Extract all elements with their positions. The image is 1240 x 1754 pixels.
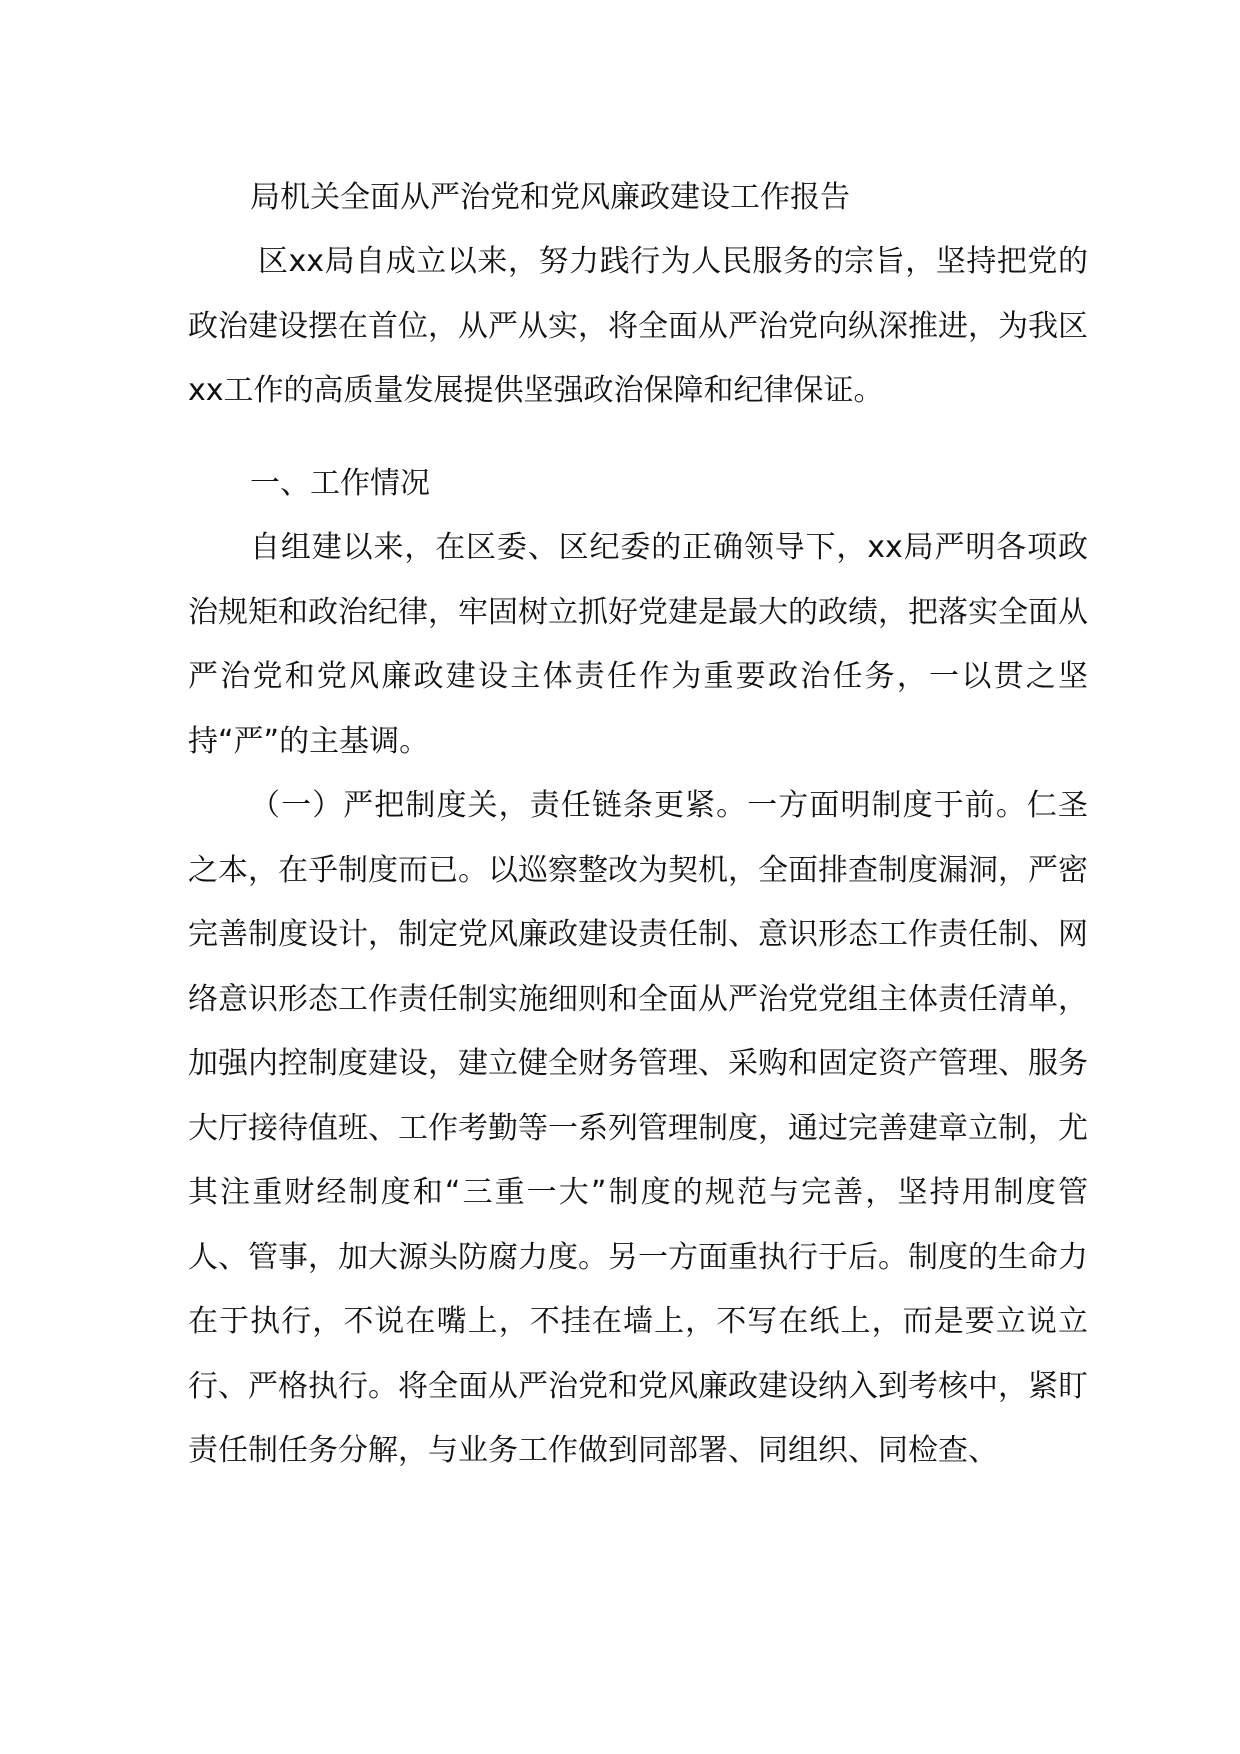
section-paragraph: （一）严把制度关，责任链条更紧。一方面明制度于前。仁圣之本，在乎制度而已。以巡察整改为契机，全面排查制度漏洞，严密完善制度设计，制定党风廉政建设责任制、意识形态工作责任制、网络意识形态工作责任制实施细则和全面从严治党党组主体责任清单，加强内控制度建设，建立健全财务管理、采购和固定资产管理、服务大厅接待值班、工作考勤等一系列管理制度，通过完善建章立制，尤其注重财经制度和“三重一大”制度的规范与完善，坚持用制度管人、管事，加大源头防腐力度。另一方面重执行于后。制度的生命力在于执行，不说在嘴上，不挂在墙上，不写在纸上，而是要立说立行、严格执行。将全面从严治党和党风廉政建设纳入到考核中，紧盯责任制任务分解，与业务工作做到同部署、同组织、同检查、	[188, 788, 1088, 1468]
section-paragraph: 自组建以来，在区委、区纪委的正确领导下，xx局严明各项政治规矩和政治纪律，牢固树立抓好党建是最大的政绩，把落实全面从严治党和党风廉政建设主体责任作为重要政治任务，一以贯之坚持“严”的主基调。	[188, 530, 1088, 759]
document-body	[188, 168, 1088, 1484]
section-heading: 一、工作情况	[250, 465, 430, 501]
document-title: 局机关全面从严治党和党风廉政建设工作报告	[250, 180, 850, 215]
intro-paragraph: 区xx局自成立以来，努力践行为人民服务的宗旨，坚持把党的政治建设摆在首位，从严从实，将全面从严治党向纵深推进，为我区xx工作的高质量发展提供坚强政治保障和纪律保证。	[188, 244, 1088, 408]
